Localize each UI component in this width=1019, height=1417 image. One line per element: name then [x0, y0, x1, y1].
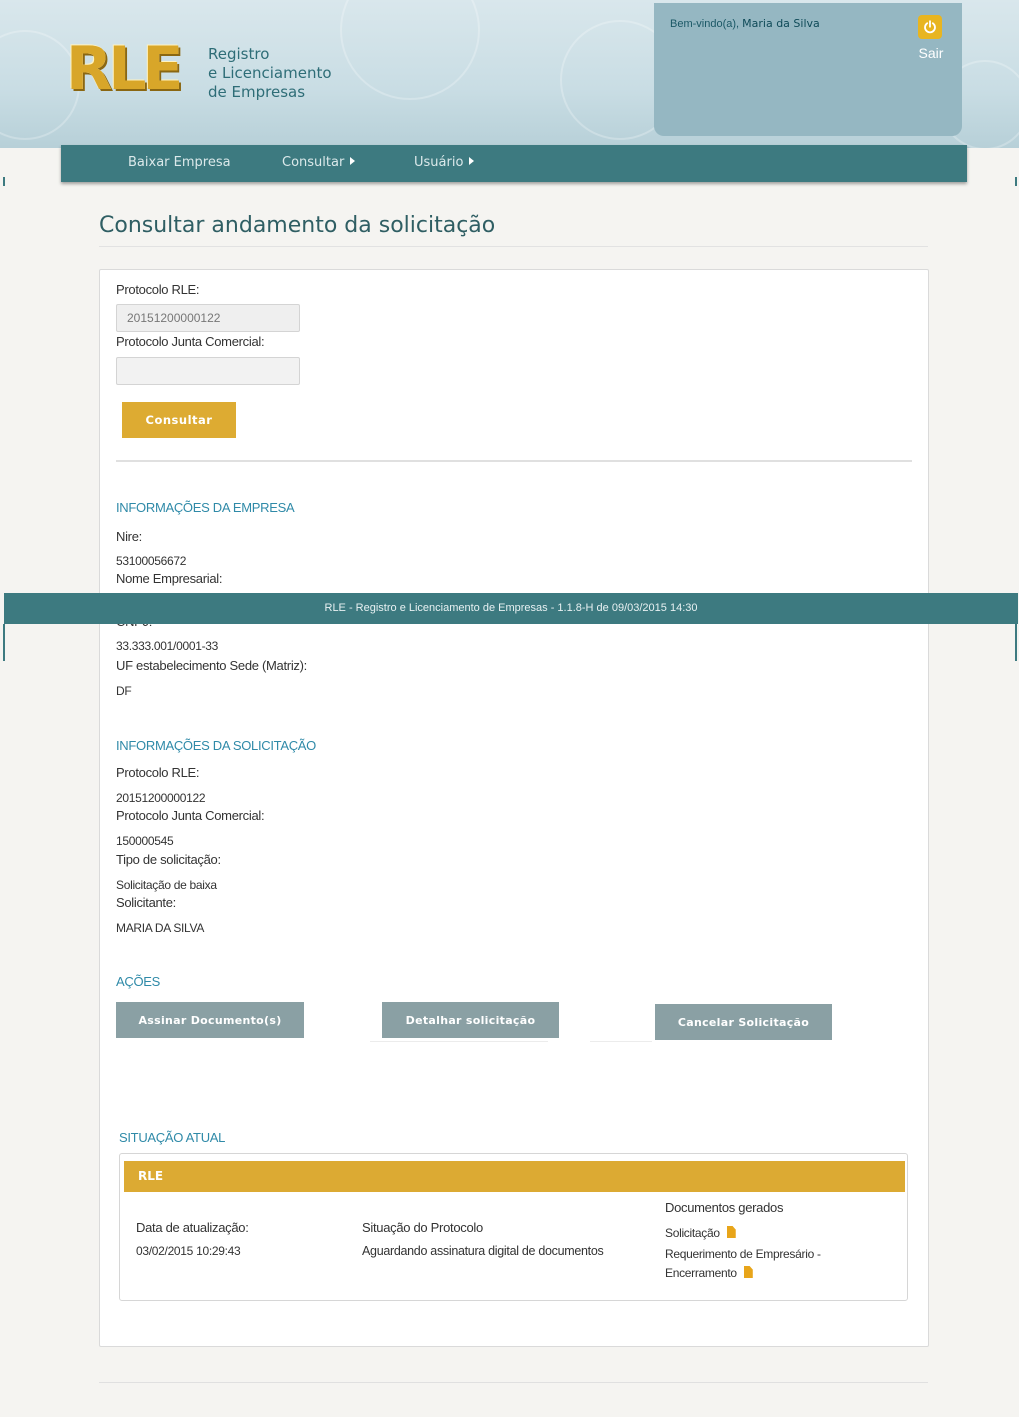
cnpj-value: 33.333.001/0001-33 [116, 639, 219, 653]
logout-power-button[interactable] [918, 15, 942, 39]
nav-consultar-label: Consultar [282, 155, 345, 170]
brand-line-1: Registro [208, 45, 270, 63]
button-underline [370, 1041, 548, 1042]
nire-value: 53100056672 [116, 554, 187, 568]
protocolo-rle-input[interactable] [116, 304, 300, 332]
situacao-box [119, 1153, 908, 1301]
logout-link[interactable]: Sair [918, 45, 944, 61]
acoes-section-title: AÇÕES [116, 974, 161, 989]
doc-requerimento-link[interactable] [665, 1245, 821, 1283]
main-nav [61, 145, 967, 182]
detalhar-solicitacao-button[interactable]: Detalhar solicitação [382, 1002, 559, 1038]
doc-solicitacao-label: Solicitação [665, 1226, 720, 1240]
form-divider [116, 460, 912, 462]
edge-marker-left [3, 624, 5, 661]
empresa-section-title: INFORMAÇÕES DA EMPRESA [116, 500, 295, 515]
doc-solicitacao-link[interactable] [665, 1226, 736, 1240]
sol-protocolo-junta-value: 150000545 [116, 834, 174, 848]
edge-marker-right [1015, 624, 1017, 661]
protocolo-junta-input[interactable] [116, 357, 300, 385]
situacao-section-title: SITUAÇÃO ATUAL [119, 1130, 226, 1145]
caret-right-icon [350, 157, 355, 165]
protocolo-rle-label: Protocolo RLE: [116, 282, 200, 297]
cancelar-solicitacao-button[interactable]: Cancelar Solicitação [655, 1004, 832, 1040]
protocolo-junta-label: Protocolo Junta Comercial: [116, 334, 265, 349]
edge-marker-left [3, 177, 5, 186]
document-icon [727, 1226, 736, 1238]
sol-protocolo-junta-label: Protocolo Junta Comercial: [116, 808, 265, 823]
caret-right-icon [469, 157, 474, 165]
welcome-message [670, 17, 820, 30]
power-icon [923, 20, 937, 34]
nav-baixar-empresa[interactable] [128, 155, 231, 170]
sol-protocolo-rle-value: 20151200000122 [116, 791, 206, 805]
doc-requerimento-line-2: Encerramento [665, 1266, 737, 1280]
doc-requerimento-line-1: Requerimento de Empresário - [665, 1247, 821, 1261]
page-title: Consultar andamento da solicitação [99, 213, 496, 238]
brand-line-2: e Licenciamento [208, 64, 332, 82]
situacao-box-header [124, 1161, 905, 1192]
nome-empresarial-label: Nome Empresarial: [116, 571, 223, 586]
document-icon [744, 1266, 753, 1278]
documentos-gerados-label: Documentos gerados [665, 1200, 784, 1215]
uf-value: DF [116, 684, 132, 698]
user-name: Maria da Silva [742, 17, 820, 30]
sol-protocolo-rle-label: Protocolo RLE: [116, 765, 200, 780]
title-divider [99, 246, 928, 247]
page-header [0, 0, 1019, 148]
nire-label: Nire: [116, 529, 142, 544]
header-decoration [340, 0, 480, 100]
situacao-protocolo-value: Aguardando assinatura digital de documentos [362, 1244, 604, 1258]
user-panel [654, 3, 962, 136]
nav-usuario[interactable] [414, 155, 474, 170]
assinar-documentos-button[interactable]: Assinar Documento(s) [116, 1002, 304, 1038]
situacao-box-title: RLE [138, 1169, 164, 1183]
tipo-solicitacao-value: Solicitação de baixa [116, 878, 217, 892]
tipo-solicitacao-label: Tipo de solicitação: [116, 852, 221, 867]
solicitacao-section-title: INFORMAÇÕES DA SOLICITAÇÃO [116, 738, 316, 753]
nav-consultar[interactable] [282, 155, 355, 170]
situacao-protocolo-label: Situação do Protocolo [362, 1220, 483, 1235]
solicitante-label: Solicitante: [116, 895, 176, 910]
edge-marker-right [1015, 177, 1017, 186]
data-atualizacao-label: Data de atualização: [136, 1220, 249, 1235]
bottom-divider [99, 1382, 928, 1383]
welcome-prefix: Bem-vindo(a), [670, 18, 740, 30]
consultar-button[interactable]: Consultar [122, 402, 236, 438]
button-underline [590, 1041, 652, 1042]
logo-text: RLE [66, 34, 180, 104]
brand-name [208, 45, 332, 102]
nav-usuario-label: Usuário [414, 155, 464, 170]
rle-logo[interactable] [66, 34, 196, 104]
data-atualizacao-value: 03/02/2015 10:29:43 [136, 1244, 241, 1258]
footer-bar [4, 593, 1018, 624]
solicitante-value: MARIA DA SILVA [116, 921, 205, 935]
uf-label: UF estabelecimento Sede (Matriz): [116, 658, 307, 673]
footer-version: RLE - Registro e Licenciamento de Empresas - 1.1.8-H de 09/03/2015 14:30 [324, 602, 698, 614]
brand-line-3: de Empresas [208, 83, 306, 101]
nav-baixar-empresa-label: Baixar Empresa [128, 155, 231, 170]
